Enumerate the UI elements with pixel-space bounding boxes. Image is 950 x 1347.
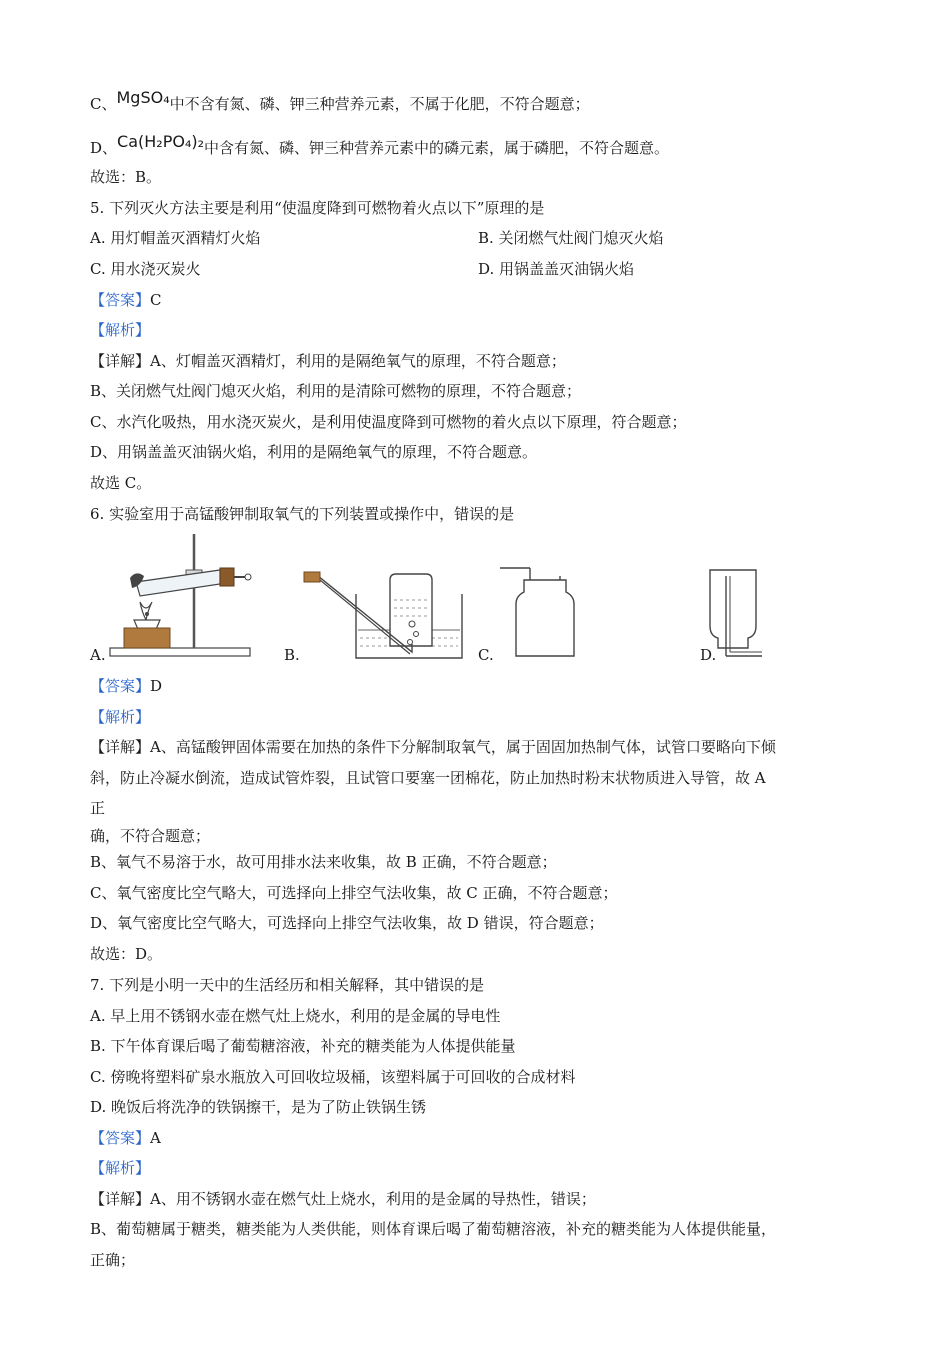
q7-detail-1 bbox=[90, 1189, 596, 1209]
q5-option-b: B. 关闭燃气灶阀门熄灭火焰 bbox=[478, 229, 664, 247]
q5-detail-3: C、水汽化吸热，用水浇灭炭火，是利用使温度降到可燃物的着火点以下原理，符合题意； bbox=[90, 413, 687, 431]
answer-value: C bbox=[150, 291, 162, 309]
q6-detail-1d: 确，不符合题意； bbox=[90, 827, 211, 845]
q6-figure-d-label: D. bbox=[700, 646, 717, 664]
answer-value: D bbox=[150, 677, 163, 695]
q6-detail-3: C、氧气密度比空气略大，可选择向上排空气法收集，故 C 正确，不符合题意； bbox=[90, 884, 618, 902]
answer-value: A bbox=[150, 1129, 161, 1147]
q6-figure-c-label: C. bbox=[478, 646, 494, 664]
option-prefix: D、 bbox=[90, 139, 118, 157]
detail-tag: 【详解】 bbox=[90, 352, 151, 370]
option-prefix: C、 bbox=[90, 95, 117, 113]
q6-detail-1b: 斜，防止冷凝水倒流，造成试管炸裂，且试管口要塞一团棉花，防止加热时粉末状物质进入导管，故 A bbox=[90, 769, 766, 787]
q5-option-a: A. 用灯帽盖灭酒精灯火焰 bbox=[90, 229, 261, 247]
q7-option-c: C. 傍晚将塑料矿泉水瓶放入可回收垃圾桶，该塑料属于可回收的合成材料 bbox=[90, 1068, 576, 1086]
q6-stem: 6. 实验室用于高锰酸钾制取氧气的下列装置或操作中，错误的是 bbox=[90, 505, 515, 523]
answer-tag: 【答案】 bbox=[90, 1129, 151, 1147]
q5-option-c: C. 用水浇灭炭火 bbox=[90, 260, 201, 278]
q5-analysis-tag: 【解析】 bbox=[90, 321, 151, 339]
formula-mgso4: MgSO₄ bbox=[116, 88, 170, 107]
formula-cah2po4: Ca(H₂PO₄)₂ bbox=[117, 132, 205, 151]
detail-text: A、用不锈钢水壶在燃气灶上烧水，利用的是金属的导热性，错误； bbox=[150, 1190, 596, 1208]
q7-option-a: A. 早上用不锈钢水壶在燃气灶上烧水，利用的是金属的导电性 bbox=[90, 1007, 501, 1025]
detail-text: A、灯帽盖灭酒精灯，利用的是隔绝氧气的原理，不符合题意； bbox=[150, 352, 566, 370]
line-d-cah2po4 bbox=[90, 132, 669, 158]
q6-figure-a-label: A. bbox=[90, 646, 106, 664]
q7-option-d: D. 晚饭后将洗净的铁锅擦干，是为了防止铁锅生锈 bbox=[90, 1098, 427, 1116]
downward-displacement-figure bbox=[706, 566, 766, 662]
answer-tag: 【答案】 bbox=[90, 291, 151, 309]
q6-detail-2: B、氧气不易溶于水，故可用排水法来收集，故 B 正确，不符合题意； bbox=[90, 853, 557, 871]
q7-stem: 7. 下列是小明一天中的生活经历和相关解释，其中错误的是 bbox=[90, 976, 485, 994]
upward-displacement-figure bbox=[496, 566, 578, 662]
q5-detail-4: D、用锅盖盖灭油锅火焰，利用的是隔绝氧气的原理，不符合题意。 bbox=[90, 443, 538, 461]
answer-tag: 【答案】 bbox=[90, 677, 151, 695]
q6-answer bbox=[90, 676, 162, 696]
q6-detail-1a bbox=[90, 737, 776, 757]
q6-analysis-tag: 【解析】 bbox=[90, 708, 151, 726]
choose-b: 故选：B。 bbox=[90, 168, 162, 186]
detail-tag: 【详解】 bbox=[90, 1190, 151, 1208]
q7-answer bbox=[90, 1128, 161, 1148]
detail-tag: 【详解】 bbox=[90, 738, 151, 756]
q5-stem: 5. 下列灭火方法主要是利用“使温度降到可燃物着火点以下”原理的是 bbox=[90, 199, 545, 217]
q5-detail-1 bbox=[90, 351, 566, 371]
heating-apparatus-figure bbox=[108, 530, 258, 662]
q7-analysis-tag: 【解析】 bbox=[90, 1159, 151, 1177]
q7-detail-2a: B、葡萄糖属于糖类，糖类能为人类供能，则体育课后喝了葡萄糖溶液，补充的糖类能为人体提供能量， bbox=[90, 1220, 777, 1238]
q6-detail-1c: 正 bbox=[90, 799, 106, 817]
q7-detail-2b: 正确； bbox=[90, 1251, 136, 1269]
line-c-mgso4 bbox=[90, 88, 590, 114]
q5-answer bbox=[90, 290, 162, 310]
detail-text: A、高锰酸钾固体需要在加热的条件下分解制取氧气，属于固固加热制气体，试管口要略向下倾 bbox=[150, 738, 776, 756]
q5-detail-2: B、关闭燃气灶阀门熄灭火焰，利用的是清除可燃物的原理，不符合题意； bbox=[90, 382, 582, 400]
q7-option-b: B. 下午体育课后喝了葡萄糖溶液，补充的糖类能为人体提供能量 bbox=[90, 1037, 516, 1055]
q6-detail-4: D、氧气密度比空气略大，可选择向上排空气法收集，故 D 错误，符合题意； bbox=[90, 914, 604, 932]
q6-choose: 故选：D。 bbox=[90, 945, 163, 963]
q6-figure-b-label: B. bbox=[284, 646, 300, 664]
q5-option-d: D. 用锅盖盖灭油锅火焰 bbox=[478, 260, 635, 278]
q5-choose: 故选 C。 bbox=[90, 474, 152, 492]
water-collection-figure bbox=[302, 566, 464, 662]
line-text: 中含有氮、磷、钾三种营养元素中的磷元素，属于磷肥，不符合题意。 bbox=[204, 139, 670, 157]
line-text: 中不含有氮、磷、钾三种营养元素，不属于化肥，不符合题意； bbox=[169, 95, 590, 113]
